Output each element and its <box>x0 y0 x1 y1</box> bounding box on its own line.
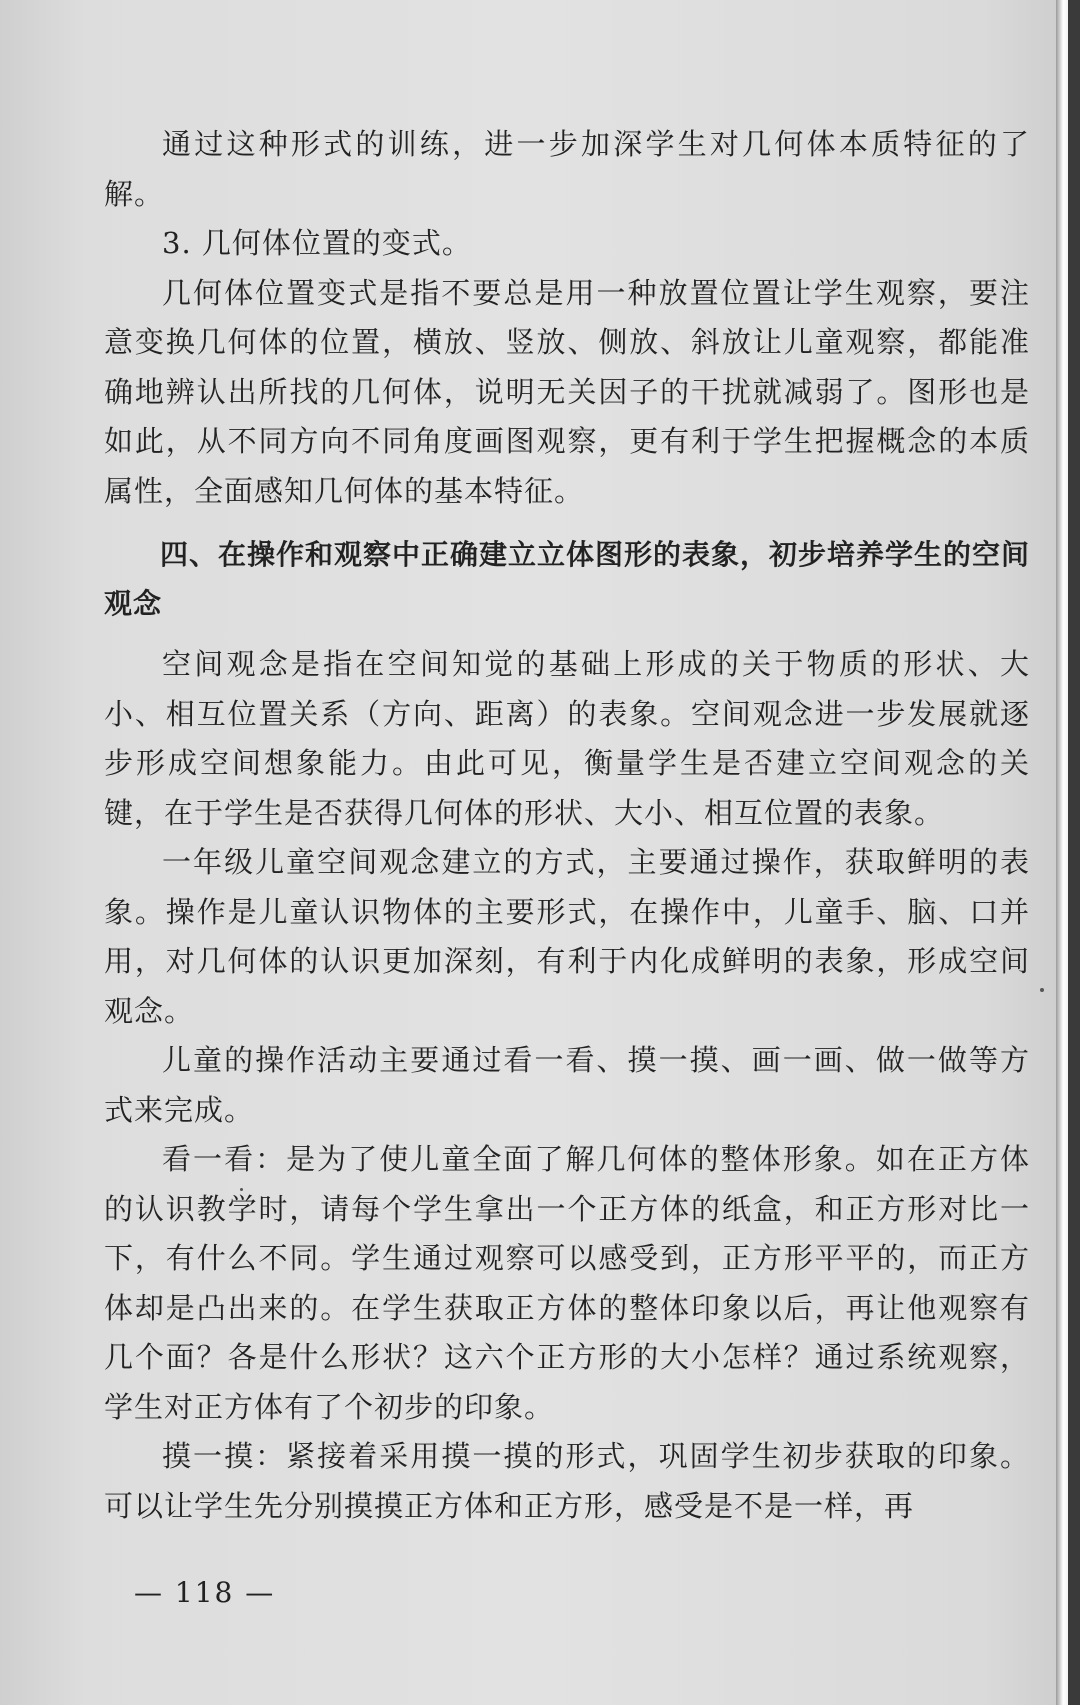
paragraph-3: 空间观念是指在空间知觉的基础上形成的关于物质的形状、大小、相互位置关系（方向、距离）的表象。空间观念进一步发展就逐步形成空间想象能力。由此可见，衡量学生是否建立空间观念的关键，在于学生是否获得几何体的形状、大小、相互位置的表象。 <box>104 647 1030 830</box>
page-number: — 118 — <box>134 1576 276 1609</box>
page-edge <box>1056 0 1068 1705</box>
body-text <box>104 120 1030 1531</box>
paragraph-4: 一年级儿童空间观念建立的方式，主要通过操作，获取鲜明的表象。操作是儿童认识物体的主要形式，在操作中，儿童手、脑、口并用，对几何体的认识更加深刻，有利于内化成鲜明的表象，形成空间观念。 <box>104 845 1030 1028</box>
section-heading: 四、在操作和观察中正确建立立体图形的表象，初步培养学生的空间观念 <box>104 538 1031 620</box>
ink-speck <box>1040 988 1044 992</box>
ink-speck <box>240 1188 243 1191</box>
list-item-3: 3. 几何体位置的变式。 <box>162 226 472 260</box>
paragraph-5: 儿童的操作活动主要通过看一看、摸一摸、画一画、做一做等方式来完成。 <box>104 1043 1030 1127</box>
paragraph-6: 看一看：是为了使儿童全面了解几何体的整体形象。如在正方体的认识教学时，请每个学生拿出一个正方体的纸盒，和正方形对比一下，有什么不同。学生通过观察可以感受到，正方形平平的，而正方体却是凸出来的。在学生获取正方体的整体印象以后，再让他观察有几个面？各是什么形状？这六个正方形的大小怎样？通过系统观察，学生对正方体有了个初步的印象。 <box>104 1142 1030 1424</box>
paragraph-1: 通过这种形式的训练，进一步加深学生对几何体本质特征的了解。 <box>104 127 1030 211</box>
paragraph-7: 摸一摸：紧接着采用摸一摸的形式，巩固学生初步获取的印象。可以让学生先分别摸摸正方体和正方形，感受是不是一样，再 <box>104 1439 1030 1523</box>
paragraph-2: 几何体位置变式是指不要总是用一种放置位置让学生观察，要注意变换几何体的位置，横放、竖放、侧放、斜放让儿童观察，都能准确地辨认出所找的几何体，说明无关因子的干扰就减弱了。图形也是如此，从不同方向不同角度画图观察，更有利于学生把握概念的本质属性，全面感知几何体的基本特征。 <box>104 275 1030 508</box>
